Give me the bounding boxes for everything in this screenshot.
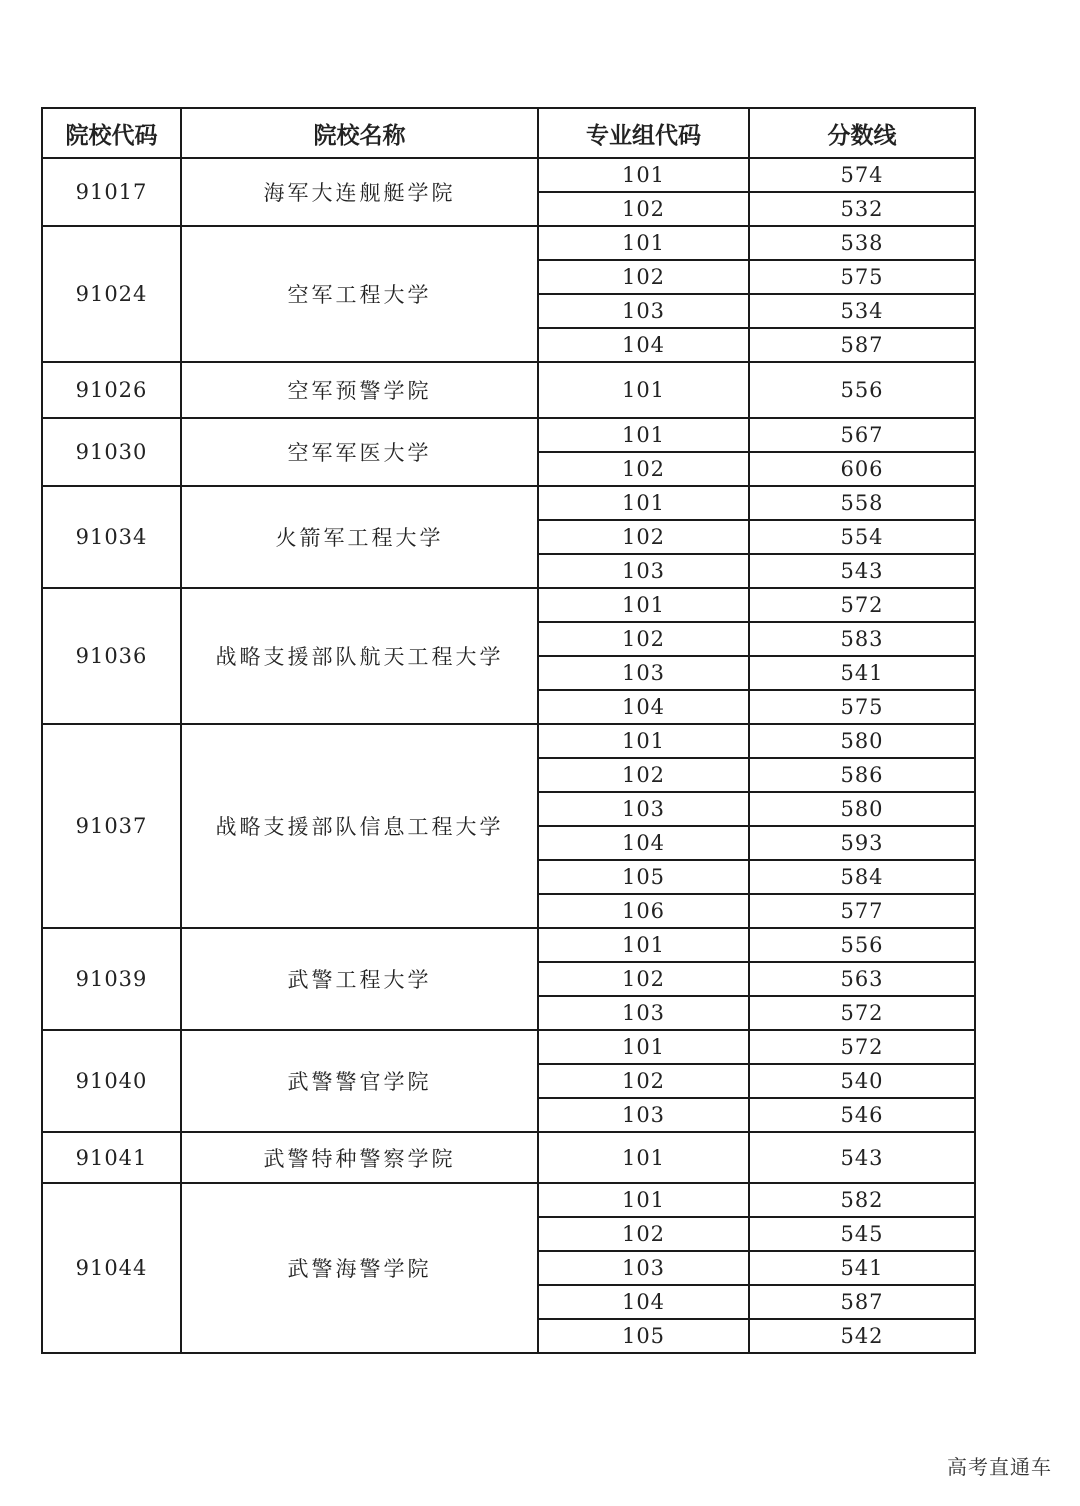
group-code-cell: 104 — [538, 690, 749, 724]
group-code-cell: 101 — [538, 1030, 749, 1064]
score-cell: 545 — [749, 1217, 975, 1251]
group-code-cell: 101 — [538, 418, 749, 452]
watermark: 高考直通车 — [947, 1455, 1052, 1479]
group-code-cell: 101 — [538, 928, 749, 962]
table-body — [42, 158, 975, 1353]
score-cell: 534 — [749, 294, 975, 328]
group-code-cell: 101 — [538, 1132, 749, 1183]
school-code-cell: 91026 — [42, 362, 181, 418]
score-cell: 540 — [749, 1064, 975, 1098]
score-cell: 584 — [749, 860, 975, 894]
score-cell: 582 — [749, 1183, 975, 1217]
school-name-cell: 火箭军工程大学 — [181, 486, 538, 588]
score-cell: 574 — [749, 158, 975, 192]
score-cell: 575 — [749, 260, 975, 294]
score-cell: 543 — [749, 554, 975, 588]
score-cell: 580 — [749, 724, 975, 758]
school-code-cell: 91041 — [42, 1132, 181, 1183]
school-code-cell: 91037 — [42, 724, 181, 928]
group-code-cell: 104 — [538, 328, 749, 362]
score-cell: 556 — [749, 928, 975, 962]
group-code-cell: 102 — [538, 1064, 749, 1098]
group-code-cell: 102 — [538, 260, 749, 294]
group-code-cell: 103 — [538, 996, 749, 1030]
score-cell: 580 — [749, 792, 975, 826]
group-code-cell: 102 — [538, 452, 749, 486]
school-code-cell: 91030 — [42, 418, 181, 486]
table-row — [42, 486, 975, 520]
group-code-cell: 101 — [538, 588, 749, 622]
group-code-cell: 105 — [538, 1319, 749, 1353]
score-cell: 542 — [749, 1319, 975, 1353]
score-cell: 554 — [749, 520, 975, 554]
school-name-cell: 战略支援部队航天工程大学 — [181, 588, 538, 724]
score-cell: 593 — [749, 826, 975, 860]
group-code-cell: 101 — [538, 1183, 749, 1217]
score-cell: 567 — [749, 418, 975, 452]
school-code-cell: 91036 — [42, 588, 181, 724]
group-code-cell: 101 — [538, 362, 749, 418]
header-school-name: 院校名称 — [181, 108, 538, 158]
school-name-cell: 海军大连舰艇学院 — [181, 158, 538, 226]
score-cell: 586 — [749, 758, 975, 792]
group-code-cell: 102 — [538, 1217, 749, 1251]
table-row — [42, 1132, 975, 1183]
table-row — [42, 1183, 975, 1217]
score-cell: 563 — [749, 962, 975, 996]
score-cell: 556 — [749, 362, 975, 418]
group-code-cell: 103 — [538, 1251, 749, 1285]
score-cell: 546 — [749, 1098, 975, 1132]
school-name-cell: 空军预警学院 — [181, 362, 538, 418]
school-name-cell: 空军工程大学 — [181, 226, 538, 362]
school-code-cell: 91044 — [42, 1183, 181, 1353]
score-cell: 587 — [749, 328, 975, 362]
table-header — [42, 108, 975, 158]
header-row — [42, 108, 975, 158]
school-name-cell: 武警警官学院 — [181, 1030, 538, 1132]
group-code-cell: 101 — [538, 724, 749, 758]
header-score-line: 分数线 — [749, 108, 975, 158]
group-code-cell: 105 — [538, 860, 749, 894]
table-row — [42, 158, 975, 192]
school-code-cell: 91017 — [42, 158, 181, 226]
group-code-cell: 102 — [538, 622, 749, 656]
school-name-cell: 武警海警学院 — [181, 1183, 538, 1353]
score-cell: 541 — [749, 1251, 975, 1285]
group-code-cell: 101 — [538, 486, 749, 520]
score-cell: 543 — [749, 1132, 975, 1183]
table-row — [42, 1030, 975, 1064]
group-code-cell: 103 — [538, 792, 749, 826]
table-row — [42, 724, 975, 758]
table-row — [42, 226, 975, 260]
table-row — [42, 588, 975, 622]
score-cell: 587 — [749, 1285, 975, 1319]
score-cell: 532 — [749, 192, 975, 226]
school-code-cell: 91024 — [42, 226, 181, 362]
group-code-cell: 101 — [538, 158, 749, 192]
group-code-cell: 102 — [538, 192, 749, 226]
group-code-cell: 102 — [538, 962, 749, 996]
score-cell: 572 — [749, 588, 975, 622]
score-cell: 538 — [749, 226, 975, 260]
school-name-cell: 武警特种警察学院 — [181, 1132, 538, 1183]
score-cell: 577 — [749, 894, 975, 928]
group-code-cell: 104 — [538, 826, 749, 860]
group-code-cell: 104 — [538, 1285, 749, 1319]
group-code-cell: 103 — [538, 656, 749, 690]
group-code-cell: 103 — [538, 1098, 749, 1132]
score-cell: 541 — [749, 656, 975, 690]
header-group-code: 专业组代码 — [538, 108, 749, 158]
group-code-cell: 102 — [538, 758, 749, 792]
group-code-cell: 103 — [538, 554, 749, 588]
group-code-cell: 106 — [538, 894, 749, 928]
score-cell: 606 — [749, 452, 975, 486]
score-cell: 572 — [749, 1030, 975, 1064]
school-name-cell: 空军军医大学 — [181, 418, 538, 486]
group-code-cell: 103 — [538, 294, 749, 328]
table-row — [42, 418, 975, 452]
header-school-code: 院校代码 — [42, 108, 181, 158]
score-cell: 558 — [749, 486, 975, 520]
school-name-cell: 战略支援部队信息工程大学 — [181, 724, 538, 928]
score-table — [41, 107, 976, 1354]
score-cell: 583 — [749, 622, 975, 656]
school-code-cell: 91039 — [42, 928, 181, 1030]
school-code-cell: 91034 — [42, 486, 181, 588]
score-cell: 575 — [749, 690, 975, 724]
group-code-cell: 101 — [538, 226, 749, 260]
school-name-cell: 武警工程大学 — [181, 928, 538, 1030]
school-code-cell: 91040 — [42, 1030, 181, 1132]
group-code-cell: 102 — [538, 520, 749, 554]
table-row — [42, 928, 975, 962]
score-cell: 572 — [749, 996, 975, 1030]
table-row — [42, 362, 975, 418]
